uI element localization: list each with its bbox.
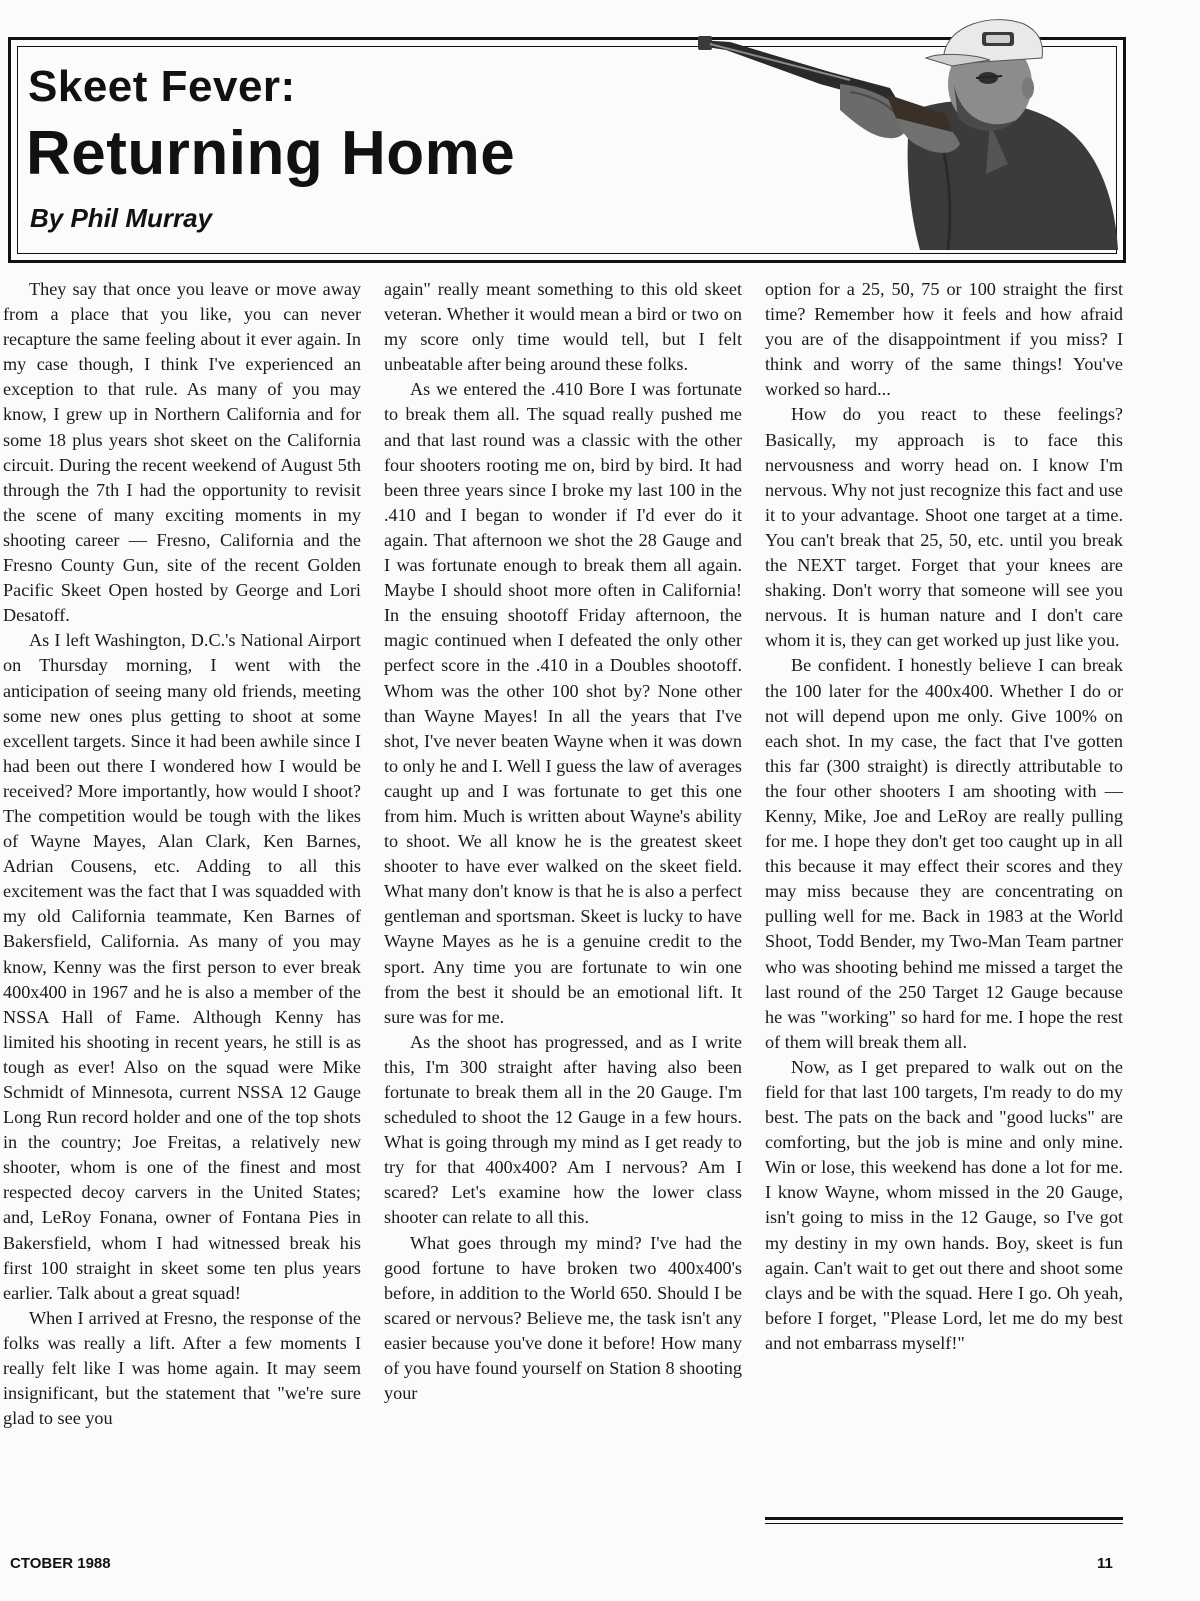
article-kicker: Skeet Fever:: [28, 62, 296, 111]
paragraph: As I left Washington, D.C.'s National Airport on Thursday morning, I went with the anticipation of seeing many old friends, meeting some new ones plus getting to shoot at some excellent targets. Since it had been awhile since I had been out there I wondered how I would be received? More importantly, how would I shoot? The competition would be tough with the likes of Wayne Mayes, Alan Clark, Ken Barnes, Adrian Cousens, etc. Adding to all this excitement was the fact that I was squadded with my old California teammate, Ken Barnes of Bakersfield, California. As many of you may know, Kenny was the first person to ever break 400x400 in 1967 and he is also a member of the NSSA Hall of Fame. Although Kenny has limited his shooting in recent years, he still is as tough as ever! Also on the squad were Mike Schmidt of Minnesota, current NSSA 12 Gauge Long Run record holder and one of the top shots in the country; Joe Freitas, a relatively new shooter, whom is one of the finest and most respected decoy carvers in the United States; and, LeRoy Fonana, owner of Fontana Pies in Bakersfield, whom I had witnessed break his first 100 straight in skeet some ten plus years earlier. Talk about a great squad!: [3, 630, 361, 1303]
article-end-rule: [765, 1517, 1123, 1520]
paragraph: They say that once you leave or move away from a place that you like, you can never recapture the same feeling about it ever again. In my case though, I think I've experienced an exception to that rule. As many of you may know, I grew up in Northern California and for some 18 plus years shot skeet on the California circuit. During the recent weekend of August 5th through the 7th I had the opportunity to revisit the scene of many exciting moments in my shooting career — Fresno, California and the Fresno County Gun, site of the recent Golden Pacific Skeet Open hosted by George and Lori Desatoff.: [3, 279, 361, 626]
paragraph: Now, as I get prepared to walk out on the field for that last 100 targets, I'm ready to do my best. The pats on the back and "good lucks" are comforting, but the job is mine and only mine. Win or lose, this weekend has done a lot for me. I know Wayne, whom missed in the 20 Gauge, isn't going to miss in the 12 Gauge, so I've got my destiny in my own hands. Boy, skeet is fun again. Can't wait to get out there and shoot some clays and be with the squad. Here I go. Oh yeah, before I forget, "Please Lord, let me do my best and not embarrass myself!": [765, 1056, 1123, 1353]
paragraph: What goes through my mind? I've had the good fortune to have broken two 400x400's before, in addition to the World 650. Should I be scared or nervous? Believe me, the task isn't any easier because you've done it before! How many of you have found yourself on Station 8 shooting your: [384, 1232, 742, 1404]
paragraph: How do you react to these feelings? Basically, my approach is to face this nervousness and worry head on. I know I'm nervous. Why not just recognize this fact and use it to your advantage. Shoot one target at a time. You can't break that 25, 50, etc. until you break the NEXT target. Forget that your knees are shaking. Don't worry that someone will see you nervous. It is human nature and I don't care whom it is, they can get worked up just like you.: [765, 404, 1123, 651]
shooter-photo: [690, 14, 1130, 266]
page-number: 11: [1097, 1555, 1113, 1572]
paragraph: option for a 25, 50, 75 or 100 straight the first time? Remember how it feels and how afraid you are of the disappointment if you miss? I think and worry of the same things! You've worked so hard...: [765, 279, 1123, 400]
paragraph: again" really meant something to this old skeet veteran. Whether it would mean a bird or two on my score only time would tell, but I felt unbeatable after being around these folks.: [384, 279, 742, 375]
text-column-3: [765, 277, 1123, 1356]
issue-date: CTOBER 1988: [10, 1555, 111, 1572]
article-byline: By Phil Murray: [30, 203, 213, 233]
paragraph: When I arrived at Fresno, the response of the folks was really a lift. After a few moments I really felt like I was home again. It may seem insignificant, but the statement that "we're sure glad to see you: [3, 1307, 361, 1429]
text-column-2: [384, 277, 742, 1406]
paragraph: As we entered the .410 Bore I was fortunate to break them all. The squad really pushed me and that last round was a classic with the other four shooters rooting me on, bird by bird. It had been three years since I broke my last 100 in the .410 and I began to wonder if I'd ever do it again. That afternoon we shot the 28 Gauge and I was fortunate enough to break them all again. Maybe I should shoot more often in California! In the ensuing shootoff Friday afternoon, the magic continued when I defeated the only other perfect score in the .410 in a Doubles shootoff. Whom was the other 100 shot by? None other than Wayne Mayes! In all the years that I've shot, I've never beaten Wayne when it was down to only he and I. Well I guess the law of averages caught up and I was fortunate to get this one from him. Much is written about Wayne's ability to shoot. We all know he is the greatest skeet shooter to have ever walked on the skeet field. What many don't know is that he is also a perfect gentleman and sportsman. Skeet is lucky to have Wayne Mayes as he is a genuine credit to the sport. Any time you are fortunate to win one from the best it should be an emotional lift. It sure was for me.: [384, 379, 742, 1027]
paragraph: As the shoot has progressed, and as I write this, I'm 300 straight after having also been fortunate to break them all in the 20 Gauge. I'm scheduled to shoot the 12 Gauge in a few hours. What is going through my mind as I get ready to try for that 400x400? Am I nervous? Am I scared? Let's examine how the lower class shooter can relate to all this.: [384, 1031, 742, 1228]
article-title: Returning Home: [26, 119, 516, 188]
paragraph: Be confident. I honestly believe I can break the 100 later for the 400x400. Whether I do or not will depend upon me only. Give 100% on each shot. In my case, the fact that I've gotten this far (300 straight) is directly attributable to the four other shooters I am shooting with — Kenny, Mike, Joe and LeRoy are really pulling for me. I hope they don't get too caught up in all this because it may effect their scores and they may miss because they are concentrating on pulling well for me. Back in 1983 at the World Shoot, Todd Bender, my Two-Man Team partner who was shooting behind me missed a target the last round of the 250 Target 12 Gauge because he was "working" so hard for me. I hope the rest of them will break them all.: [765, 655, 1123, 1052]
text-column-1: [3, 277, 361, 1431]
